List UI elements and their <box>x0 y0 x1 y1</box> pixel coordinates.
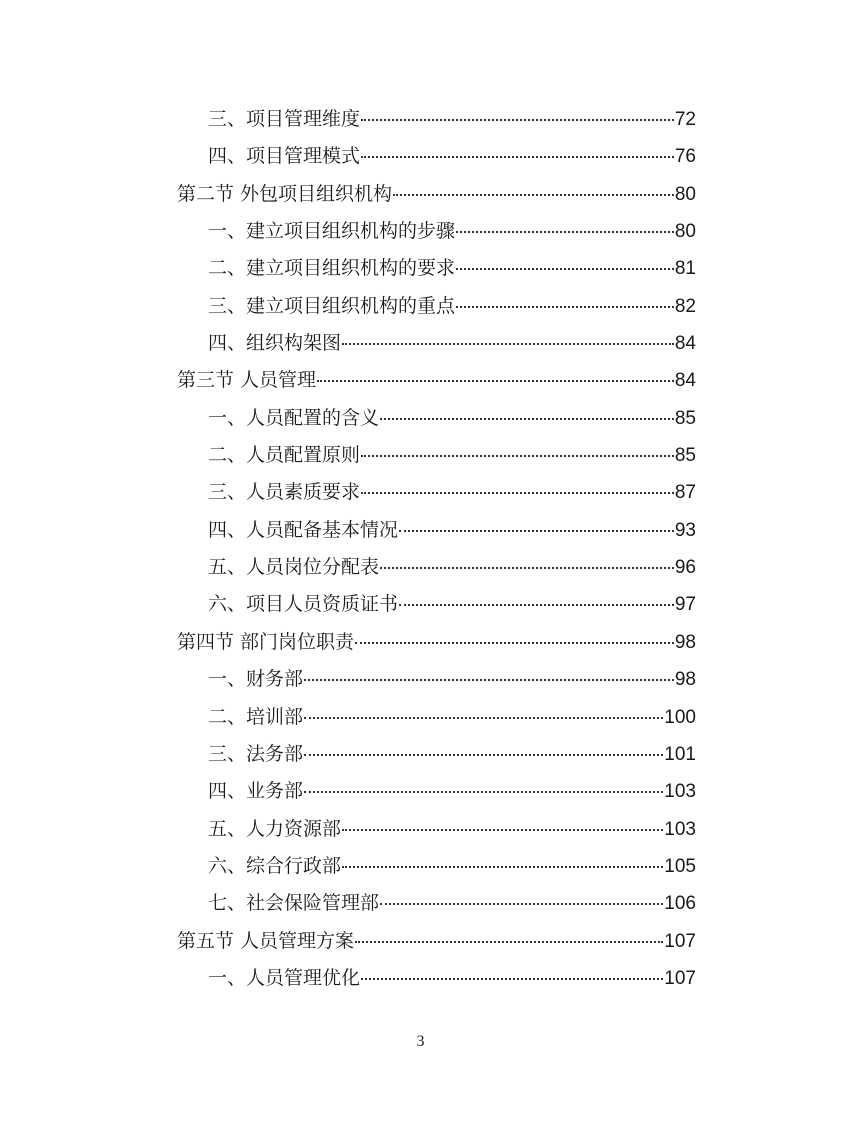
toc-entry-title: 四、人员配备基本情况 <box>208 518 399 541</box>
toc-subsection-entry[interactable] <box>0 288 841 325</box>
toc-entry-title: 六、综合行政部 <box>208 854 342 877</box>
toc-entry-title: 二、人员配置原则 <box>208 444 361 467</box>
toc-section-entry[interactable] <box>0 923 841 960</box>
toc-entry-page-number: 80 <box>674 221 696 243</box>
toc-entry-title: 四、组织构架图 <box>208 332 342 355</box>
toc-entry-title: 二、建立项目组织机构的要求 <box>208 257 456 280</box>
toc-dot-leader <box>355 641 674 644</box>
toc-entry-page-number: 103 <box>664 818 696 840</box>
toc-entry-title: 二、培训部 <box>208 705 304 728</box>
toc-subsection-entry[interactable] <box>0 773 841 810</box>
toc-entry-page-number: 105 <box>664 855 696 877</box>
toc-dot-leader <box>361 118 674 121</box>
toc-entry-page-number: 87 <box>674 482 696 504</box>
toc-dot-leader <box>399 603 674 606</box>
toc-entry-title: 六、项目人员资质证书 <box>208 593 399 616</box>
toc-entry-title: 第三节 人员管理 <box>177 369 317 392</box>
toc-entry-page-number: 85 <box>674 407 696 429</box>
toc-entry-page-number: 106 <box>664 893 696 915</box>
toc-entry-title: 三、人员素质要求 <box>208 481 361 504</box>
toc-dot-leader <box>399 529 674 532</box>
toc-dot-leader <box>342 828 663 831</box>
toc-entry-title: 五、人员岗位分配表 <box>208 556 380 579</box>
toc-subsection-entry[interactable] <box>0 549 841 586</box>
toc-entry-page-number: 96 <box>674 557 696 579</box>
toc-dot-leader <box>304 716 663 719</box>
toc-entry-page-number: 81 <box>674 258 696 280</box>
toc-dot-leader <box>456 230 674 233</box>
page-number: 3 <box>416 1033 425 1050</box>
toc-entry-page-number: 76 <box>674 146 696 168</box>
toc-subsection-entry[interactable] <box>0 848 841 885</box>
toc-section-entry[interactable] <box>0 624 841 661</box>
toc-entry-page-number: 101 <box>664 743 696 765</box>
toc-entry-title: 一、人员配置的含义 <box>208 406 380 429</box>
toc-entry-title: 三、建立项目组织机构的重点 <box>208 294 456 317</box>
toc-subsection-entry[interactable] <box>0 661 841 698</box>
toc-dot-leader <box>304 753 663 756</box>
toc-dot-leader <box>342 865 663 868</box>
toc-dot-leader <box>355 940 663 943</box>
toc-entry-title: 一、建立项目组织机构的步骤 <box>208 220 456 243</box>
toc-dot-leader <box>304 790 663 793</box>
toc-entry-page-number: 98 <box>674 669 696 691</box>
toc-entry-title: 一、人员管理优化 <box>208 966 361 989</box>
toc-entry-page-number: 107 <box>664 930 696 952</box>
toc-dot-leader <box>456 267 674 270</box>
toc-subsection-entry[interactable] <box>0 474 841 511</box>
toc-dot-leader <box>304 678 674 681</box>
toc-entry-page-number: 84 <box>674 370 696 392</box>
toc-entry-page-number: 85 <box>674 445 696 467</box>
toc-subsection-entry[interactable] <box>0 960 841 997</box>
toc-entry-title: 四、项目管理模式 <box>208 145 361 168</box>
toc-dot-leader <box>380 566 674 569</box>
toc-entry-title: 四、业务部 <box>208 780 304 803</box>
toc-entry-page-number: 72 <box>674 109 696 130</box>
toc-entry-title: 三、法务部 <box>208 742 304 765</box>
toc-section-entry[interactable] <box>0 176 841 213</box>
toc-subsection-entry[interactable] <box>0 586 841 623</box>
toc-subsection-entry[interactable] <box>0 736 841 773</box>
toc-entry-page-number: 80 <box>674 183 696 205</box>
toc-subsection-entry[interactable] <box>0 699 841 736</box>
toc-entry-title: 三、项目管理维度 <box>208 108 361 130</box>
toc-dot-leader <box>361 491 674 494</box>
toc-dot-leader <box>380 417 674 420</box>
toc-dot-leader <box>361 454 674 457</box>
toc-dot-leader <box>361 977 663 980</box>
toc-dot-leader <box>393 193 674 196</box>
toc-entry-page-number: 100 <box>664 706 696 728</box>
toc-entry-page-number: 84 <box>674 333 696 355</box>
toc-subsection-entry[interactable] <box>0 250 841 287</box>
toc-dot-leader <box>317 379 674 382</box>
toc-dot-leader <box>456 305 674 308</box>
toc-subsection-entry[interactable] <box>0 325 841 362</box>
toc-entry-page-number: 93 <box>674 519 696 541</box>
toc-subsection-entry[interactable] <box>0 138 841 175</box>
toc-dot-leader <box>342 342 674 345</box>
toc-subsection-entry[interactable] <box>0 400 841 437</box>
table-of-contents <box>0 101 841 997</box>
toc-subsection-entry[interactable] <box>0 437 841 474</box>
toc-entry-title: 一、财务部 <box>208 668 304 691</box>
toc-entry-page-number: 107 <box>664 967 696 989</box>
toc-subsection-entry[interactable] <box>0 512 841 549</box>
toc-subsection-entry[interactable] <box>0 101 841 138</box>
toc-entry-page-number: 98 <box>674 631 696 653</box>
toc-subsection-entry[interactable] <box>0 885 841 922</box>
toc-entry-title: 第二节 外包项目组织机构 <box>177 182 393 205</box>
toc-entry-page-number: 103 <box>664 781 696 803</box>
toc-dot-leader <box>361 155 674 158</box>
toc-entry-title: 第四节 部门岗位职责 <box>177 630 355 653</box>
toc-subsection-entry[interactable] <box>0 213 841 250</box>
toc-entry-page-number: 82 <box>674 295 696 317</box>
toc-subsection-entry[interactable] <box>0 811 841 848</box>
toc-entry-title: 五、人力资源部 <box>208 817 342 840</box>
toc-entry-page-number: 97 <box>674 594 696 616</box>
toc-entry-title: 第五节 人员管理方案 <box>177 929 355 952</box>
toc-entry-title: 七、社会保险管理部 <box>208 892 380 915</box>
toc-dot-leader <box>380 902 663 905</box>
toc-section-entry[interactable] <box>0 362 841 399</box>
